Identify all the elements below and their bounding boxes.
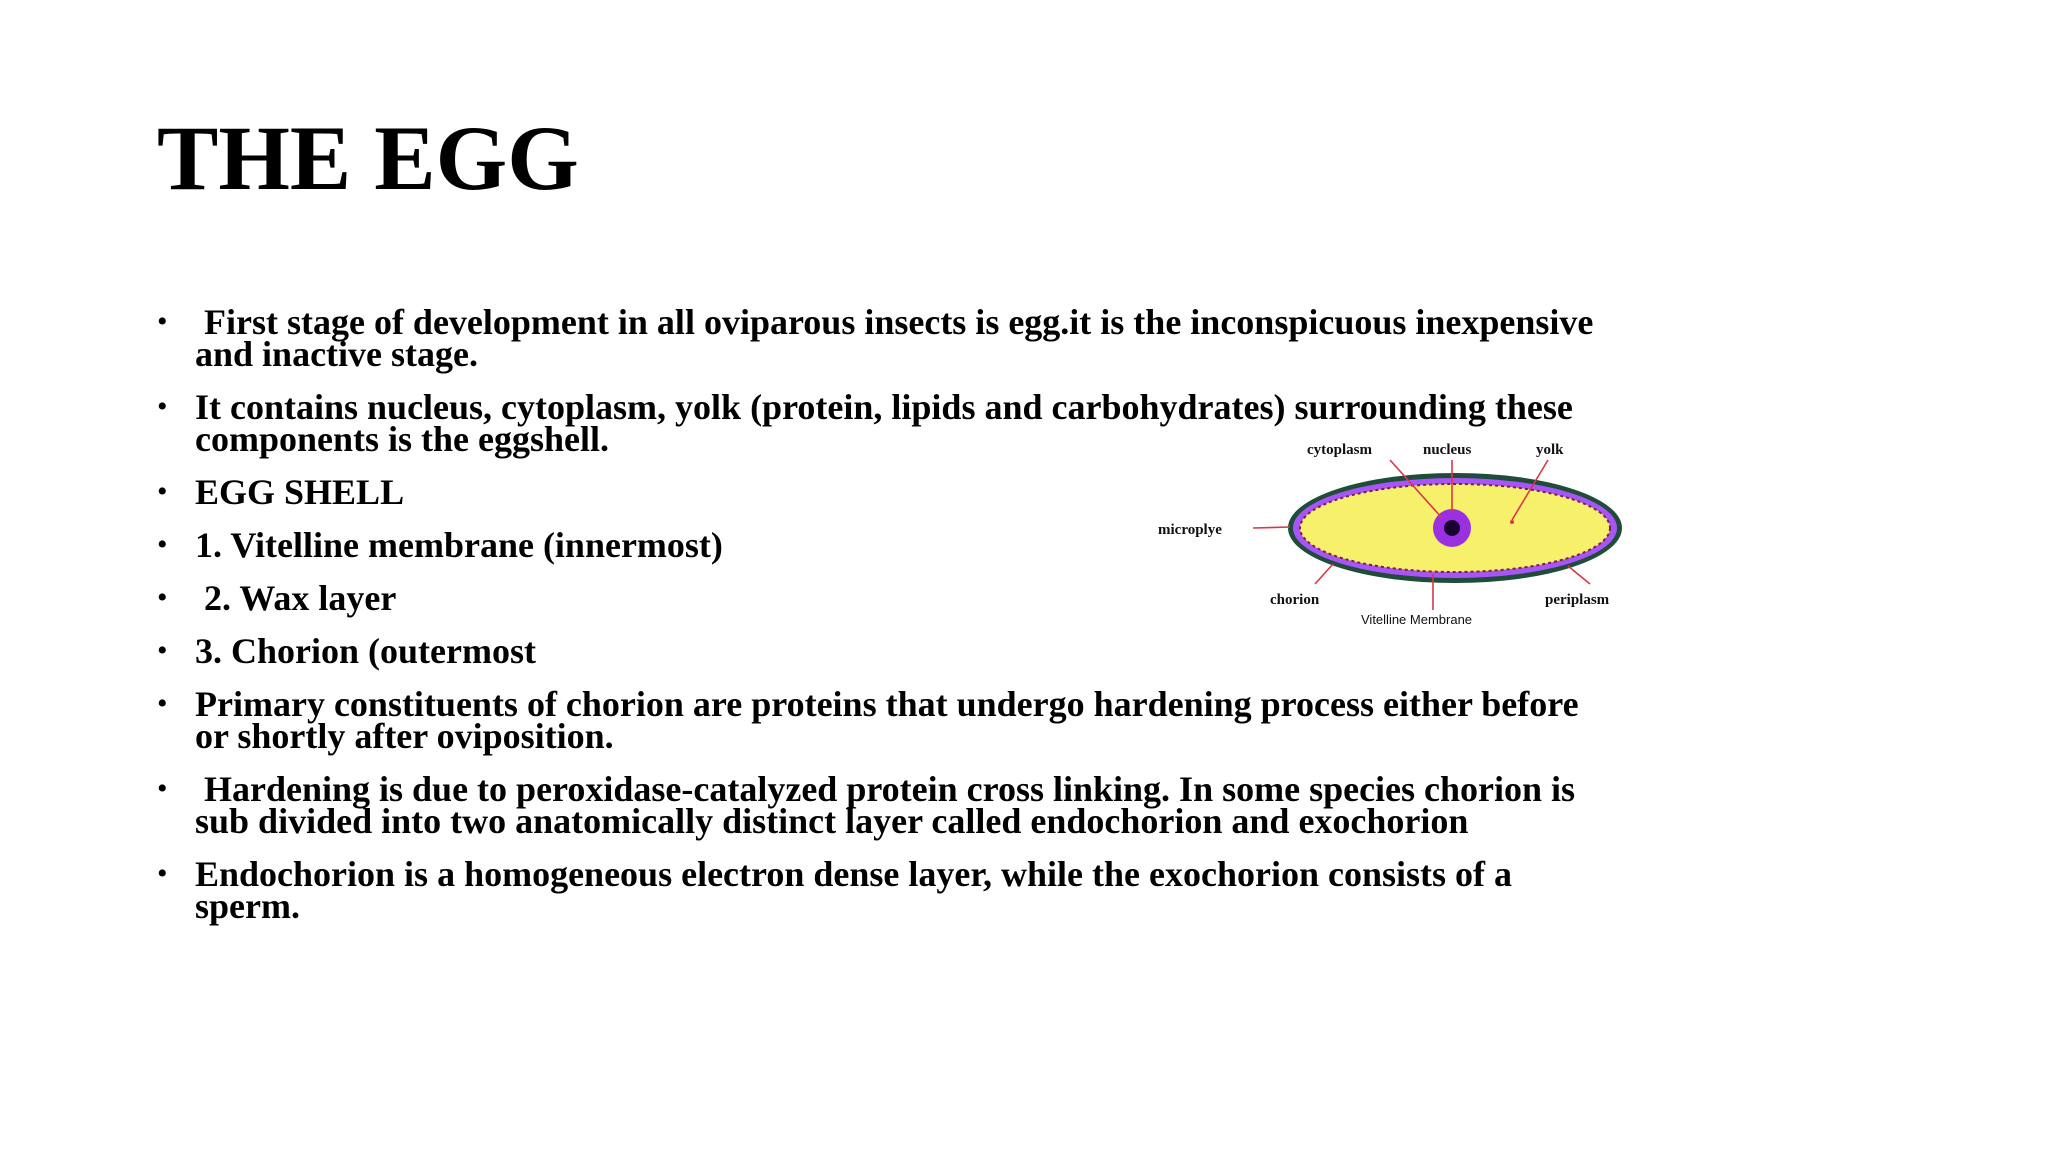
bullet-text: First stage of development in all oviparous insects is egg.it is the inconspicuous inexpensive and inactive stage. <box>195 302 1603 374</box>
bullet-dot: • <box>157 475 168 508</box>
bullet-text: Hardening is due to peroxidase-catalyzed protein cross linking. In some species chorion is sub divided into two anatomically distinct layer called endochorion and exochorion <box>195 769 1585 841</box>
bullet-text: Primary constituents of chorion are proteins that undergo hardening process either before or shortly after oviposition. <box>195 684 1579 756</box>
bullet-dot: • <box>157 857 168 890</box>
bullet-dot: • <box>157 772 168 805</box>
bullet-text: It contains nucleus, cytoplasm, yolk (protein, lipids and carbohydrates) surrounding these components is the eggshell. <box>195 387 1573 459</box>
slide-title: THE EGG <box>157 107 579 209</box>
bullet-text: 2. Wax layer <box>195 578 397 618</box>
bullet-dot: • <box>157 305 168 338</box>
bullet-item <box>157 631 1617 671</box>
bullet-text: 3. Chorion (outermost <box>195 631 536 671</box>
bullet-dot: • <box>157 528 168 561</box>
bullet-item <box>157 854 1617 926</box>
nucleus-core <box>1444 520 1460 536</box>
label-periplasm: periplasm <box>1545 592 1610 608</box>
periplasm-pointer <box>1568 566 1590 584</box>
bullet-dot: • <box>157 634 168 667</box>
bullet-dot: • <box>157 581 168 614</box>
label-microplye: microplye <box>1158 522 1222 538</box>
yolk-dot <box>1510 520 1514 524</box>
egg-diagram <box>1150 432 1650 632</box>
label-chorion: chorion <box>1270 592 1320 608</box>
label-yolk: yolk <box>1536 442 1564 458</box>
microplye-pointer <box>1253 527 1290 528</box>
bullet-item <box>157 684 1617 756</box>
bullet-item <box>157 302 1617 374</box>
bullet-dot: • <box>157 390 168 423</box>
label-cytoplasm: cytoplasm <box>1307 442 1372 458</box>
label-nucleus: nucleus <box>1423 442 1472 458</box>
bullet-text: Endochorion is a homogeneous electron dense layer, while the exochorion consists of a sperm. <box>195 854 1513 926</box>
bullet-text: EGG SHELL <box>195 472 405 512</box>
label-vitelline-membrane: Vitelline Membrane <box>1361 612 1473 627</box>
bullet-item <box>157 769 1617 841</box>
bullet-text: 1. Vitelline membrane (innermost) <box>195 525 723 565</box>
chorion-pointer <box>1315 564 1333 584</box>
bullet-dot: • <box>157 687 168 720</box>
